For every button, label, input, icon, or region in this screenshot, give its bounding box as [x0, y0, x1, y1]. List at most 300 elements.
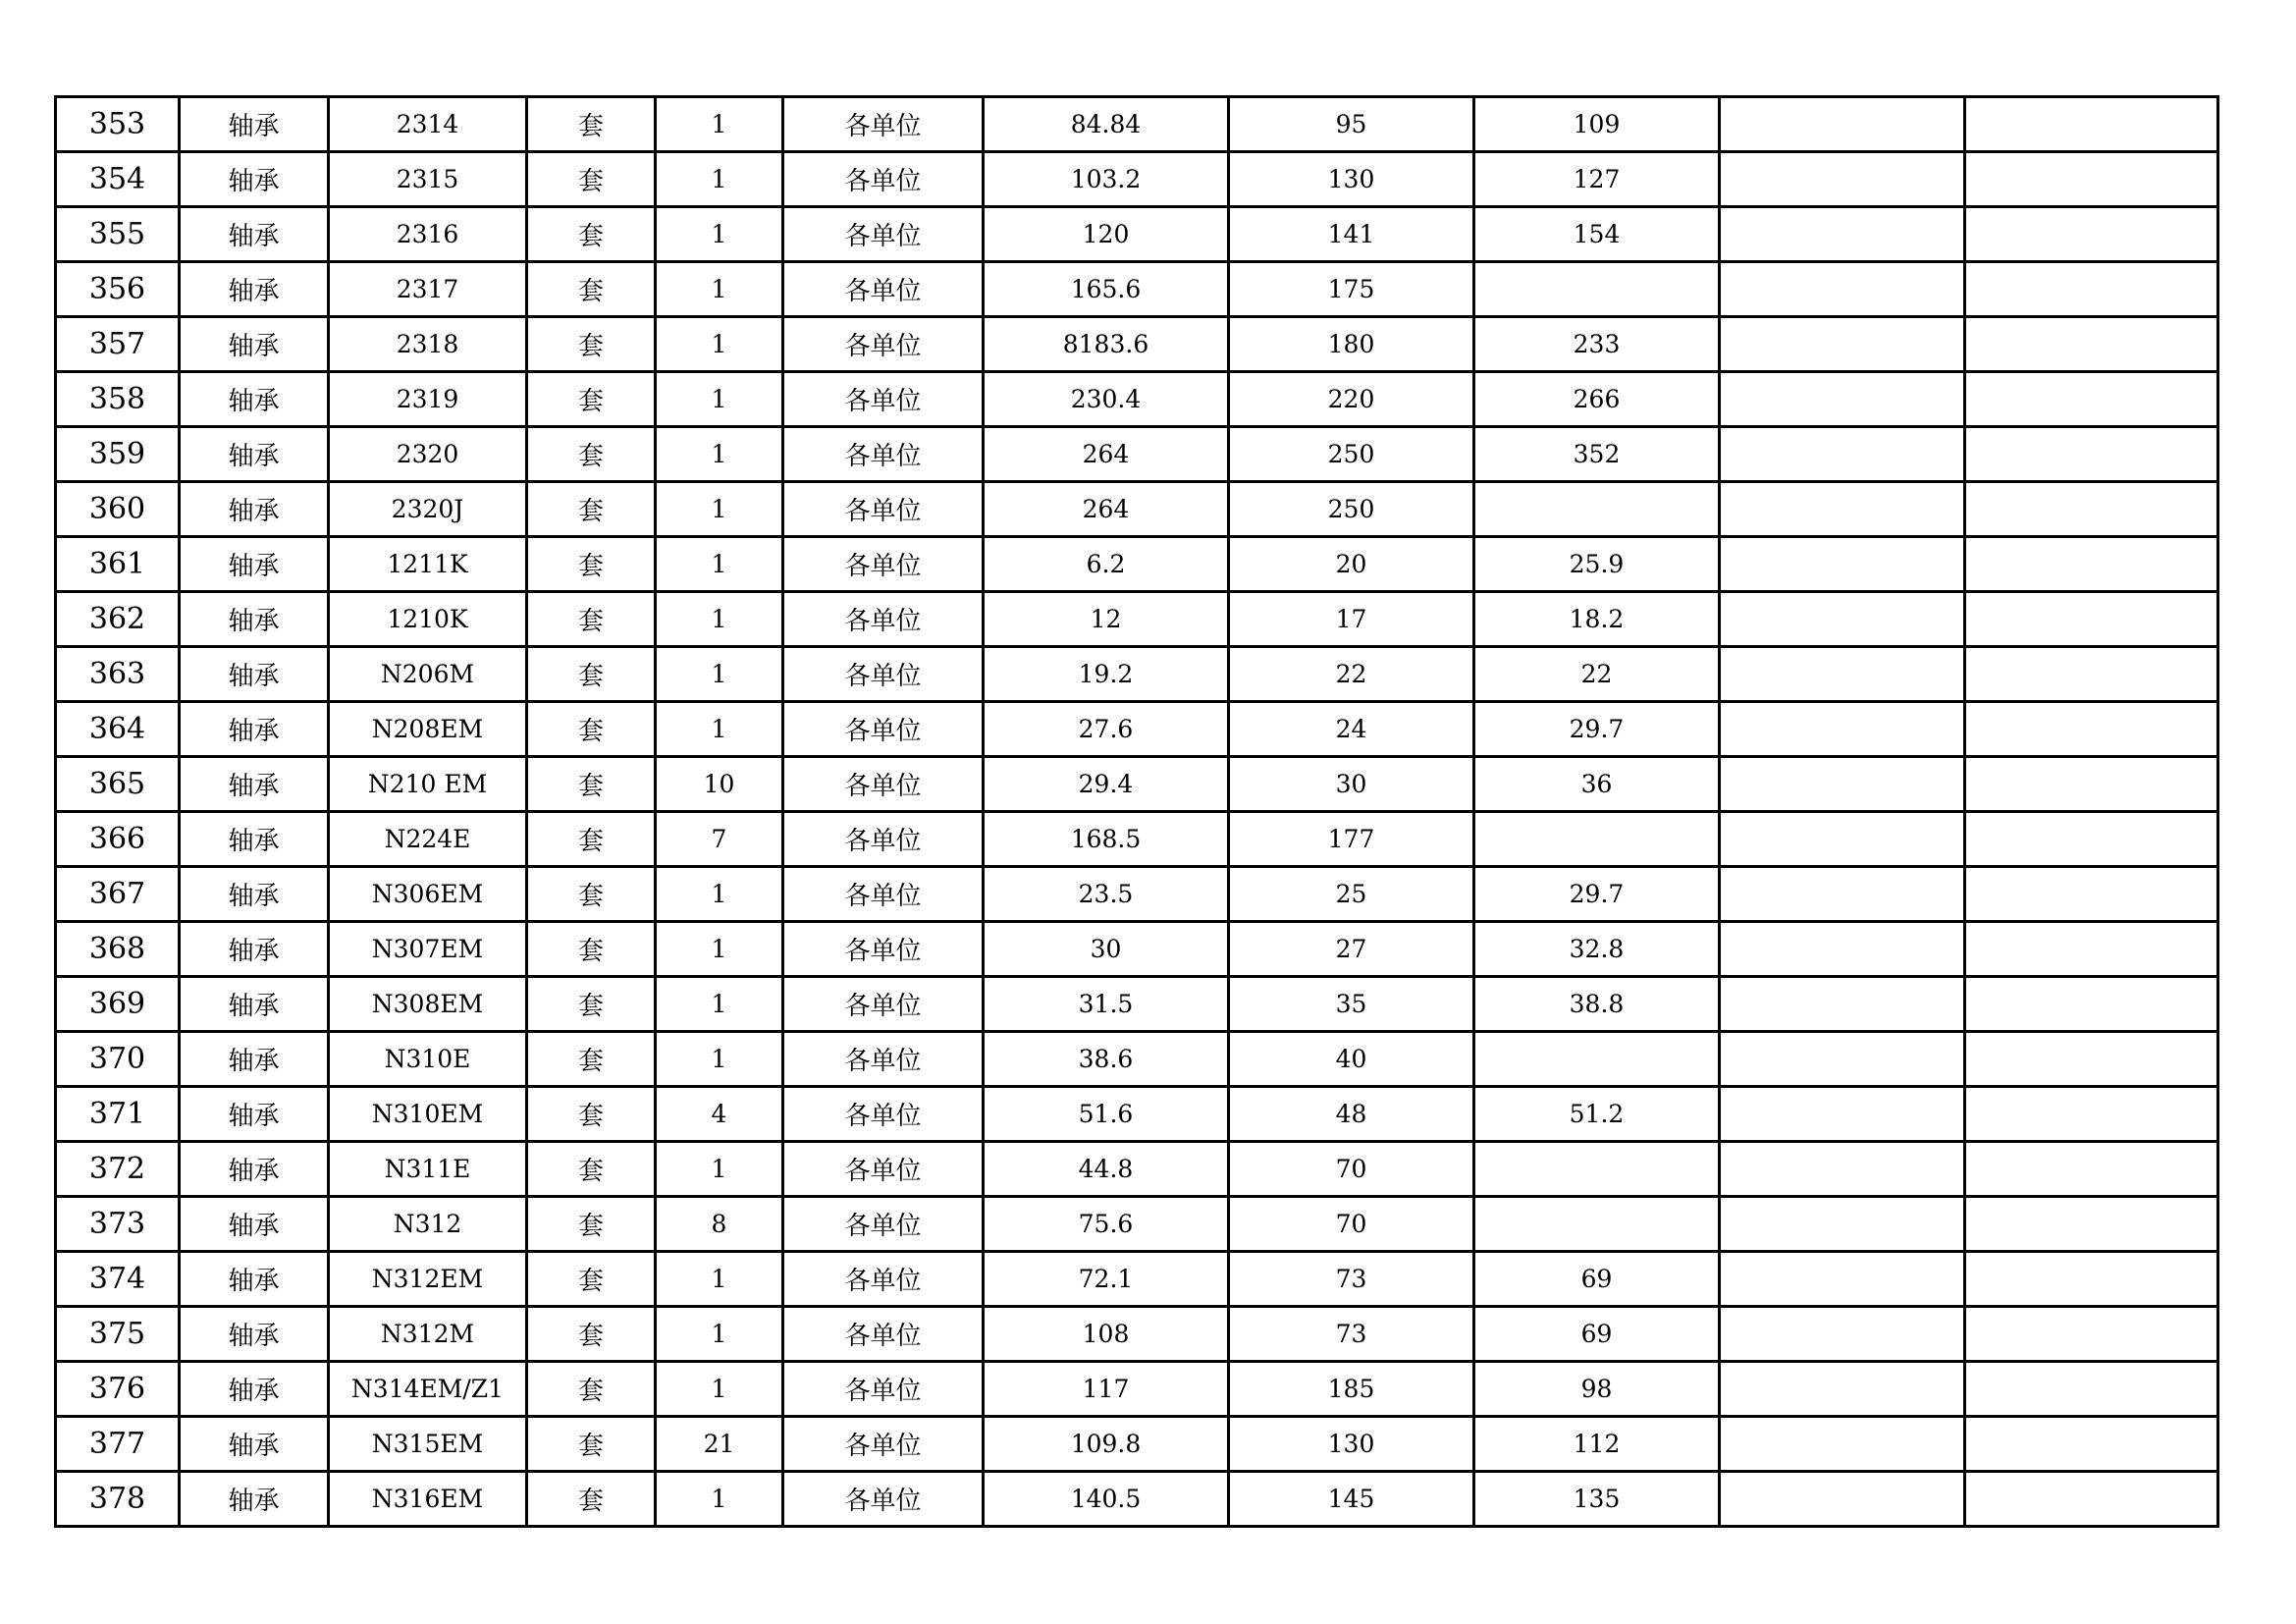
unit-cell: 套: [527, 427, 656, 482]
item-name-cell: 轴承: [180, 537, 329, 592]
price-3-cell: 233: [1474, 317, 1720, 372]
quantity-cell: 1: [656, 1142, 783, 1197]
price-3-cell: [1474, 482, 1720, 537]
row-number-cell: 361: [56, 537, 180, 592]
price-3-cell: 32.8: [1474, 922, 1720, 977]
price-1-cell: 75.6: [984, 1197, 1229, 1252]
price-1-cell: 31.5: [984, 977, 1229, 1032]
blank-cell-11: [1965, 1197, 2218, 1252]
blank-cell-10: [1720, 152, 1965, 207]
quantity-cell: 1: [656, 97, 783, 152]
model-number-cell: N312: [329, 1197, 527, 1252]
blank-cell-10: [1720, 1362, 1965, 1417]
blank-cell-11: [1965, 1142, 2218, 1197]
price-1-cell: 6.2: [984, 537, 1229, 592]
department-cell: 各单位: [783, 1142, 984, 1197]
blank-cell-10: [1720, 977, 1965, 1032]
department-cell: 各单位: [783, 647, 984, 702]
model-number-cell: 2315: [329, 152, 527, 207]
blank-cell-11: [1965, 97, 2218, 152]
blank-cell-11: [1965, 1417, 2218, 1472]
department-cell: 各单位: [783, 922, 984, 977]
model-number-cell: 2320: [329, 427, 527, 482]
quantity-cell: 1: [656, 922, 783, 977]
price-2-cell: 48: [1229, 1087, 1474, 1142]
department-cell: 各单位: [783, 1362, 984, 1417]
price-2-cell: 220: [1229, 372, 1474, 427]
model-number-cell: N311E: [329, 1142, 527, 1197]
row-number-cell: 360: [56, 482, 180, 537]
item-name-cell: 轴承: [180, 1362, 329, 1417]
unit-cell: 套: [527, 757, 656, 812]
blank-cell-11: [1965, 1087, 2218, 1142]
price-1-cell: 30: [984, 922, 1229, 977]
quantity-cell: 1: [656, 1032, 783, 1087]
quantity-cell: 4: [656, 1087, 783, 1142]
department-cell: 各单位: [783, 317, 984, 372]
blank-cell-10: [1720, 867, 1965, 922]
item-name-cell: 轴承: [180, 152, 329, 207]
quantity-cell: 1: [656, 537, 783, 592]
table-row: [56, 1197, 2218, 1252]
item-name-cell: 轴承: [180, 482, 329, 537]
row-number-cell: 357: [56, 317, 180, 372]
price-3-cell: 22: [1474, 647, 1720, 702]
table-row: [56, 207, 2218, 262]
price-2-cell: 20: [1229, 537, 1474, 592]
blank-cell-11: [1965, 1362, 2218, 1417]
department-cell: 各单位: [783, 1032, 984, 1087]
price-2-cell: 27: [1229, 922, 1474, 977]
item-name-cell: 轴承: [180, 922, 329, 977]
price-1-cell: 168.5: [984, 812, 1229, 867]
model-number-cell: N224E: [329, 812, 527, 867]
price-1-cell: 103.2: [984, 152, 1229, 207]
blank-cell-11: [1965, 812, 2218, 867]
row-number-cell: 373: [56, 1197, 180, 1252]
quantity-cell: 1: [656, 207, 783, 262]
price-2-cell: 250: [1229, 427, 1474, 482]
item-name-cell: 轴承: [180, 1472, 329, 1527]
model-number-cell: 1211K: [329, 537, 527, 592]
quantity-cell: 21: [656, 1417, 783, 1472]
price-2-cell: 25: [1229, 867, 1474, 922]
row-number-cell: 375: [56, 1307, 180, 1362]
table-row: [56, 922, 2218, 977]
model-number-cell: 2314: [329, 97, 527, 152]
quantity-cell: 1: [656, 427, 783, 482]
unit-cell: 套: [527, 1252, 656, 1307]
department-cell: 各单位: [783, 812, 984, 867]
price-3-cell: [1474, 812, 1720, 867]
table-row: [56, 372, 2218, 427]
blank-cell-10: [1720, 1307, 1965, 1362]
row-number-cell: 363: [56, 647, 180, 702]
blank-cell-11: [1965, 757, 2218, 812]
item-name-cell: 轴承: [180, 372, 329, 427]
item-name-cell: 轴承: [180, 812, 329, 867]
unit-cell: 套: [527, 812, 656, 867]
blank-cell-10: [1720, 812, 1965, 867]
quantity-cell: 1: [656, 317, 783, 372]
blank-cell-11: [1965, 1252, 2218, 1307]
blank-cell-10: [1720, 97, 1965, 152]
blank-cell-10: [1720, 647, 1965, 702]
blank-cell-11: [1965, 262, 2218, 317]
quantity-cell: 7: [656, 812, 783, 867]
model-number-cell: 2316: [329, 207, 527, 262]
model-number-cell: N315EM: [329, 1417, 527, 1472]
price-1-cell: 264: [984, 427, 1229, 482]
row-number-cell: 376: [56, 1362, 180, 1417]
row-number-cell: 367: [56, 867, 180, 922]
blank-cell-10: [1720, 1032, 1965, 1087]
table-row: [56, 1307, 2218, 1362]
blank-cell-11: [1965, 702, 2218, 757]
table-row: [56, 97, 2218, 152]
price-2-cell: 73: [1229, 1307, 1474, 1362]
item-name-cell: 轴承: [180, 1142, 329, 1197]
price-2-cell: 95: [1229, 97, 1474, 152]
item-name-cell: 轴承: [180, 427, 329, 482]
blank-cell-10: [1720, 592, 1965, 647]
blank-cell-10: [1720, 757, 1965, 812]
row-number-cell: 366: [56, 812, 180, 867]
price-1-cell: 27.6: [984, 702, 1229, 757]
quantity-cell: 1: [656, 1362, 783, 1417]
blank-cell-10: [1720, 317, 1965, 372]
row-number-cell: 372: [56, 1142, 180, 1197]
price-2-cell: 180: [1229, 317, 1474, 372]
table-row: [56, 977, 2218, 1032]
row-number-cell: 374: [56, 1252, 180, 1307]
unit-cell: 套: [527, 702, 656, 757]
department-cell: 各单位: [783, 592, 984, 647]
quantity-cell: 10: [656, 757, 783, 812]
price-3-cell: 352: [1474, 427, 1720, 482]
price-3-cell: [1474, 262, 1720, 317]
unit-cell: 套: [527, 372, 656, 427]
price-1-cell: 19.2: [984, 647, 1229, 702]
blank-cell-11: [1965, 1307, 2218, 1362]
model-number-cell: N308EM: [329, 977, 527, 1032]
price-1-cell: 140.5: [984, 1472, 1229, 1527]
table-row: [56, 1252, 2218, 1307]
unit-cell: 套: [527, 152, 656, 207]
department-cell: 各单位: [783, 372, 984, 427]
price-3-cell: 98: [1474, 1362, 1720, 1417]
blank-cell-10: [1720, 1417, 1965, 1472]
price-3-cell: [1474, 1032, 1720, 1087]
blank-cell-11: [1965, 482, 2218, 537]
department-cell: 各单位: [783, 152, 984, 207]
department-cell: 各单位: [783, 427, 984, 482]
model-number-cell: N210 EM: [329, 757, 527, 812]
item-name-cell: 轴承: [180, 1032, 329, 1087]
price-1-cell: 117: [984, 1362, 1229, 1417]
item-name-cell: 轴承: [180, 1307, 329, 1362]
item-name-cell: 轴承: [180, 97, 329, 152]
blank-cell-11: [1965, 537, 2218, 592]
row-number-cell: 362: [56, 592, 180, 647]
unit-cell: 套: [527, 1307, 656, 1362]
unit-cell: 套: [527, 592, 656, 647]
price-3-cell: 109: [1474, 97, 1720, 152]
department-cell: 各单位: [783, 702, 984, 757]
unit-cell: 套: [527, 207, 656, 262]
unit-cell: 套: [527, 262, 656, 317]
department-cell: 各单位: [783, 537, 984, 592]
unit-cell: 套: [527, 1362, 656, 1417]
blank-cell-10: [1720, 702, 1965, 757]
row-number-cell: 369: [56, 977, 180, 1032]
price-3-cell: 154: [1474, 207, 1720, 262]
model-number-cell: N208EM: [329, 702, 527, 757]
price-3-cell: 69: [1474, 1307, 1720, 1362]
blank-cell-11: [1965, 1032, 2218, 1087]
department-cell: 各单位: [783, 1307, 984, 1362]
price-2-cell: 130: [1229, 1417, 1474, 1472]
price-2-cell: 30: [1229, 757, 1474, 812]
row-number-cell: 368: [56, 922, 180, 977]
blank-cell-10: [1720, 537, 1965, 592]
unit-cell: 套: [527, 97, 656, 152]
price-1-cell: 29.4: [984, 757, 1229, 812]
row-number-cell: 356: [56, 262, 180, 317]
blank-cell-10: [1720, 1142, 1965, 1197]
department-cell: 各单位: [783, 867, 984, 922]
blank-cell-11: [1965, 592, 2218, 647]
blank-cell-10: [1720, 1252, 1965, 1307]
row-number-cell: 359: [56, 427, 180, 482]
unit-cell: 套: [527, 1142, 656, 1197]
model-number-cell: 2319: [329, 372, 527, 427]
price-3-cell: 51.2: [1474, 1087, 1720, 1142]
table-body: [56, 97, 2218, 1527]
item-name-cell: 轴承: [180, 262, 329, 317]
blank-cell-11: [1965, 977, 2218, 1032]
quantity-cell: 1: [656, 262, 783, 317]
price-3-cell: [1474, 1142, 1720, 1197]
blank-cell-11: [1965, 317, 2218, 372]
price-2-cell: 185: [1229, 1362, 1474, 1417]
quantity-cell: 1: [656, 372, 783, 427]
blank-cell-10: [1720, 1472, 1965, 1527]
price-2-cell: 40: [1229, 1032, 1474, 1087]
department-cell: 各单位: [783, 207, 984, 262]
item-name-cell: 轴承: [180, 757, 329, 812]
price-3-cell: 135: [1474, 1472, 1720, 1527]
blank-cell-11: [1965, 207, 2218, 262]
price-2-cell: 130: [1229, 152, 1474, 207]
item-name-cell: 轴承: [180, 1197, 329, 1252]
price-1-cell: 38.6: [984, 1032, 1229, 1087]
table-row: [56, 427, 2218, 482]
table-row: [56, 1087, 2218, 1142]
row-number-cell: 358: [56, 372, 180, 427]
blank-cell-10: [1720, 1087, 1965, 1142]
department-cell: 各单位: [783, 262, 984, 317]
table-row: [56, 262, 2218, 317]
item-name-cell: 轴承: [180, 317, 329, 372]
item-name-cell: 轴承: [180, 592, 329, 647]
item-name-cell: 轴承: [180, 702, 329, 757]
price-1-cell: 120: [984, 207, 1229, 262]
quantity-cell: 1: [656, 647, 783, 702]
unit-cell: 套: [527, 647, 656, 702]
table-row: [56, 1142, 2218, 1197]
price-2-cell: 22: [1229, 647, 1474, 702]
blank-cell-11: [1965, 647, 2218, 702]
parts-price-table: [54, 95, 2219, 1528]
quantity-cell: 1: [656, 592, 783, 647]
price-3-cell: 112: [1474, 1417, 1720, 1472]
model-number-cell: 2318: [329, 317, 527, 372]
price-3-cell: [1474, 1197, 1720, 1252]
department-cell: 各单位: [783, 977, 984, 1032]
quantity-cell: 1: [656, 152, 783, 207]
item-name-cell: 轴承: [180, 1417, 329, 1472]
quantity-cell: 1: [656, 867, 783, 922]
item-name-cell: 轴承: [180, 867, 329, 922]
unit-cell: 套: [527, 1197, 656, 1252]
price-1-cell: 109.8: [984, 1417, 1229, 1472]
price-1-cell: 108: [984, 1307, 1229, 1362]
price-1-cell: 23.5: [984, 867, 1229, 922]
blank-cell-11: [1965, 922, 2218, 977]
price-2-cell: 70: [1229, 1197, 1474, 1252]
price-1-cell: 264: [984, 482, 1229, 537]
quantity-cell: 1: [656, 1472, 783, 1527]
price-1-cell: 44.8: [984, 1142, 1229, 1197]
row-number-cell: 377: [56, 1417, 180, 1472]
price-1-cell: 8183.6: [984, 317, 1229, 372]
model-number-cell: N307EM: [329, 922, 527, 977]
model-number-cell: N306EM: [329, 867, 527, 922]
price-3-cell: 69: [1474, 1252, 1720, 1307]
price-2-cell: 35: [1229, 977, 1474, 1032]
unit-cell: 套: [527, 1472, 656, 1527]
quantity-cell: 1: [656, 977, 783, 1032]
unit-cell: 套: [527, 1417, 656, 1472]
price-2-cell: 250: [1229, 482, 1474, 537]
model-number-cell: 2320J: [329, 482, 527, 537]
model-number-cell: 2317: [329, 262, 527, 317]
price-1-cell: 72.1: [984, 1252, 1229, 1307]
department-cell: 各单位: [783, 1472, 984, 1527]
unit-cell: 套: [527, 1032, 656, 1087]
unit-cell: 套: [527, 482, 656, 537]
blank-cell-10: [1720, 1197, 1965, 1252]
model-number-cell: N316EM: [329, 1472, 527, 1527]
item-name-cell: 轴承: [180, 977, 329, 1032]
price-2-cell: 70: [1229, 1142, 1474, 1197]
row-number-cell: 378: [56, 1472, 180, 1527]
price-2-cell: 17: [1229, 592, 1474, 647]
unit-cell: 套: [527, 867, 656, 922]
department-cell: 各单位: [783, 97, 984, 152]
price-3-cell: 36: [1474, 757, 1720, 812]
table-row: [56, 592, 2218, 647]
model-number-cell: 1210K: [329, 592, 527, 647]
blank-cell-10: [1720, 482, 1965, 537]
price-1-cell: 230.4: [984, 372, 1229, 427]
row-number-cell: 365: [56, 757, 180, 812]
quantity-cell: 8: [656, 1197, 783, 1252]
model-number-cell: N310EM: [329, 1087, 527, 1142]
row-number-cell: 354: [56, 152, 180, 207]
unit-cell: 套: [527, 1087, 656, 1142]
blank-cell-11: [1965, 152, 2218, 207]
model-number-cell: N310E: [329, 1032, 527, 1087]
blank-cell-11: [1965, 1472, 2218, 1527]
table-row: [56, 482, 2218, 537]
price-3-cell: 29.7: [1474, 867, 1720, 922]
department-cell: 各单位: [783, 1417, 984, 1472]
department-cell: 各单位: [783, 1197, 984, 1252]
price-3-cell: 18.2: [1474, 592, 1720, 647]
row-number-cell: 364: [56, 702, 180, 757]
model-number-cell: N314EM/Z1: [329, 1362, 527, 1417]
blank-cell-10: [1720, 922, 1965, 977]
table-row: [56, 1472, 2218, 1527]
price-3-cell: 266: [1474, 372, 1720, 427]
item-name-cell: 轴承: [180, 647, 329, 702]
price-3-cell: 38.8: [1474, 977, 1720, 1032]
row-number-cell: 353: [56, 97, 180, 152]
price-3-cell: 25.9: [1474, 537, 1720, 592]
table-row: [56, 867, 2218, 922]
unit-cell: 套: [527, 922, 656, 977]
table-row: [56, 317, 2218, 372]
price-2-cell: 177: [1229, 812, 1474, 867]
price-2-cell: 24: [1229, 702, 1474, 757]
price-1-cell: 51.6: [984, 1087, 1229, 1142]
blank-cell-10: [1720, 262, 1965, 317]
quantity-cell: 1: [656, 482, 783, 537]
price-2-cell: 175: [1229, 262, 1474, 317]
table-row: [56, 1362, 2218, 1417]
item-name-cell: 轴承: [180, 207, 329, 262]
item-name-cell: 轴承: [180, 1252, 329, 1307]
quantity-cell: 1: [656, 702, 783, 757]
table-row: [56, 702, 2218, 757]
row-number-cell: 371: [56, 1087, 180, 1142]
quantity-cell: 1: [656, 1307, 783, 1362]
table-row: [56, 1417, 2218, 1472]
quantity-cell: 1: [656, 1252, 783, 1307]
unit-cell: 套: [527, 977, 656, 1032]
model-number-cell: N206M: [329, 647, 527, 702]
table-row: [56, 1032, 2218, 1087]
table-row: [56, 757, 2218, 812]
price-2-cell: 145: [1229, 1472, 1474, 1527]
row-number-cell: 370: [56, 1032, 180, 1087]
price-1-cell: 165.6: [984, 262, 1229, 317]
row-number-cell: 355: [56, 207, 180, 262]
table-row: [56, 812, 2218, 867]
blank-cell-10: [1720, 427, 1965, 482]
unit-cell: 套: [527, 317, 656, 372]
price-2-cell: 73: [1229, 1252, 1474, 1307]
department-cell: 各单位: [783, 1252, 984, 1307]
price-3-cell: 127: [1474, 152, 1720, 207]
department-cell: 各单位: [783, 482, 984, 537]
department-cell: 各单位: [783, 757, 984, 812]
model-number-cell: N312EM: [329, 1252, 527, 1307]
table-row: [56, 537, 2218, 592]
price-1-cell: 84.84: [984, 97, 1229, 152]
